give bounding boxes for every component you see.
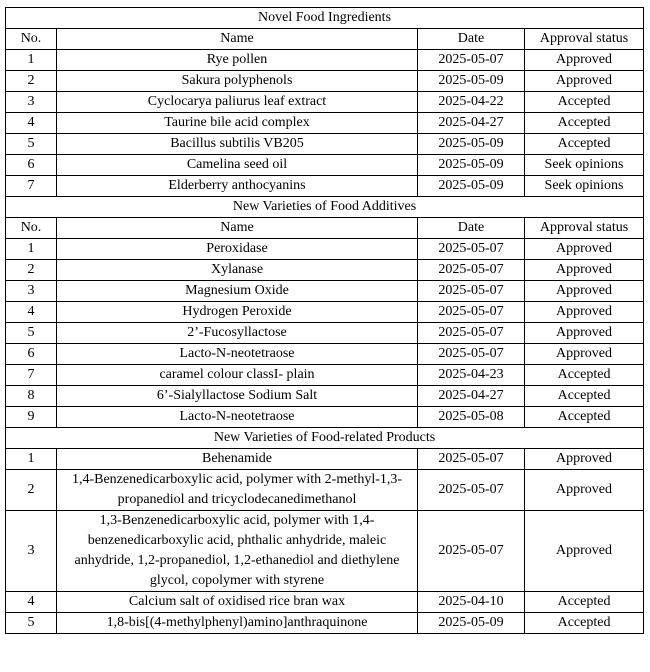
row-status: Approved [525,344,644,365]
row-no: 5 [6,613,57,634]
row-no: 3 [6,281,57,302]
row-name: Sakura polyphenols [57,71,418,92]
approvals-table [5,7,644,634]
row-status: Approved [525,281,644,302]
row-date: 2025-04-22 [418,92,525,113]
table-row [6,281,644,302]
row-no: 1 [6,50,57,71]
row-date: 2025-05-07 [418,239,525,260]
row-no: 7 [6,365,57,386]
row-status: Approved [525,449,644,470]
row-name: Lacto-N-neotetraose [57,407,418,428]
row-status: Accepted [525,613,644,634]
row-status: Accepted [525,365,644,386]
row-date: 2025-05-07 [418,344,525,365]
row-date: 2025-05-09 [418,71,525,92]
row-no: 4 [6,592,57,613]
row-status: Accepted [525,386,644,407]
header-date: Date [418,29,525,50]
row-status: Seek opinions [525,176,644,197]
section-title: Novel Food Ingredients [6,8,644,29]
table-row [6,239,644,260]
row-date: 2025-05-07 [418,511,525,592]
table-row [6,134,644,155]
table-row [6,470,644,511]
row-no: 3 [6,511,57,592]
row-status: Approved [525,260,644,281]
row-name: caramel colour classI- plain [57,365,418,386]
table-row [6,407,644,428]
table-row [6,50,644,71]
row-date: 2025-04-27 [418,113,525,134]
section-title-row [6,428,644,449]
row-status: Accepted [525,92,644,113]
row-name: 2’-Fucosyllactose [57,323,418,344]
row-name: Bacillus subtilis VB205 [57,134,418,155]
section-title-row [6,8,644,29]
table-row [6,344,644,365]
table-row [6,302,644,323]
table-row [6,260,644,281]
row-name: Peroxidase [57,239,418,260]
row-status: Accepted [525,113,644,134]
row-date: 2025-05-07 [418,302,525,323]
row-no: 1 [6,449,57,470]
header-row [6,29,644,50]
table-row [6,449,644,470]
row-date: 2025-05-09 [418,134,525,155]
row-name: Camelina seed oil [57,155,418,176]
row-no: 2 [6,71,57,92]
row-no: 1 [6,239,57,260]
row-date: 2025-05-09 [418,176,525,197]
row-status: Accepted [525,134,644,155]
section-title: New Varieties of Food-related Products [6,428,644,449]
row-no: 4 [6,302,57,323]
row-status: Approved [525,302,644,323]
row-status: Accepted [525,407,644,428]
row-no: 6 [6,344,57,365]
row-date: 2025-04-27 [418,386,525,407]
row-status: Approved [525,71,644,92]
row-name: 1,3-Benzenedicarboxylic acid, polymer with 1,4-benzenedicarboxylic acid, phthalic anhydride, maleic anhydride, 1,2-propanediol, 1,2-ethanediol and diethylene glycol, copolymer with styrene [57,511,418,592]
header-row [6,218,644,239]
row-name: 1,4-Benzenedicarboxylic acid, polymer with 2-methyl-1,3-propanediol and tricyclodecanedimethanol [57,470,418,511]
table-row [6,323,644,344]
header-status: Approval status [525,29,644,50]
row-no: 5 [6,323,57,344]
row-no: 2 [6,260,57,281]
row-name: Rye pollen [57,50,418,71]
row-name: Hydrogen Peroxide [57,302,418,323]
row-name: Behenamide [57,449,418,470]
row-no: 5 [6,134,57,155]
row-no: 4 [6,113,57,134]
table-row [6,71,644,92]
row-status: Seek opinions [525,155,644,176]
row-name: Magnesium Oxide [57,281,418,302]
row-date: 2025-05-09 [418,613,525,634]
row-name: Xylanase [57,260,418,281]
table-row [6,511,644,592]
row-date: 2025-05-07 [418,323,525,344]
row-date: 2025-05-07 [418,50,525,71]
row-date: 2025-05-07 [418,449,525,470]
row-name: Lacto-N-neotetraose [57,344,418,365]
section-title: New Varieties of Food Additives [6,197,644,218]
header-date: Date [418,218,525,239]
header-no: No. [6,29,57,50]
row-status: Approved [525,323,644,344]
row-name: Elderberry anthocyanins [57,176,418,197]
table-row [6,592,644,613]
row-name: 1,8-bis[(4-methylphenyl)amino]anthraquinone [57,613,418,634]
section-title-row [6,197,644,218]
row-date: 2025-05-07 [418,260,525,281]
row-name: Calcium salt of oxidised rice bran wax [57,592,418,613]
row-status: Approved [525,239,644,260]
row-date: 2025-04-10 [418,592,525,613]
table-row [6,365,644,386]
row-name: Cyclocarya paliurus leaf extract [57,92,418,113]
row-status: Approved [525,470,644,511]
table-row [6,155,644,176]
row-date: 2025-05-09 [418,155,525,176]
table-row [6,113,644,134]
header-no: No. [6,218,57,239]
row-no: 6 [6,155,57,176]
row-status: Approved [525,50,644,71]
table-row [6,613,644,634]
row-date: 2025-05-07 [418,470,525,511]
row-status: Accepted [525,592,644,613]
table-row [6,176,644,197]
row-name: 6’-Sialyllactose Sodium Salt [57,386,418,407]
row-date: 2025-05-07 [418,281,525,302]
row-name: Taurine bile acid complex [57,113,418,134]
table-row [6,92,644,113]
row-date: 2025-04-23 [418,365,525,386]
row-no: 8 [6,386,57,407]
table-row [6,386,644,407]
row-status: Approved [525,511,644,592]
row-date: 2025-05-08 [418,407,525,428]
row-no: 2 [6,470,57,511]
row-no: 7 [6,176,57,197]
row-no: 9 [6,407,57,428]
header-name: Name [57,218,418,239]
header-status: Approval status [525,218,644,239]
header-name: Name [57,29,418,50]
row-no: 3 [6,92,57,113]
